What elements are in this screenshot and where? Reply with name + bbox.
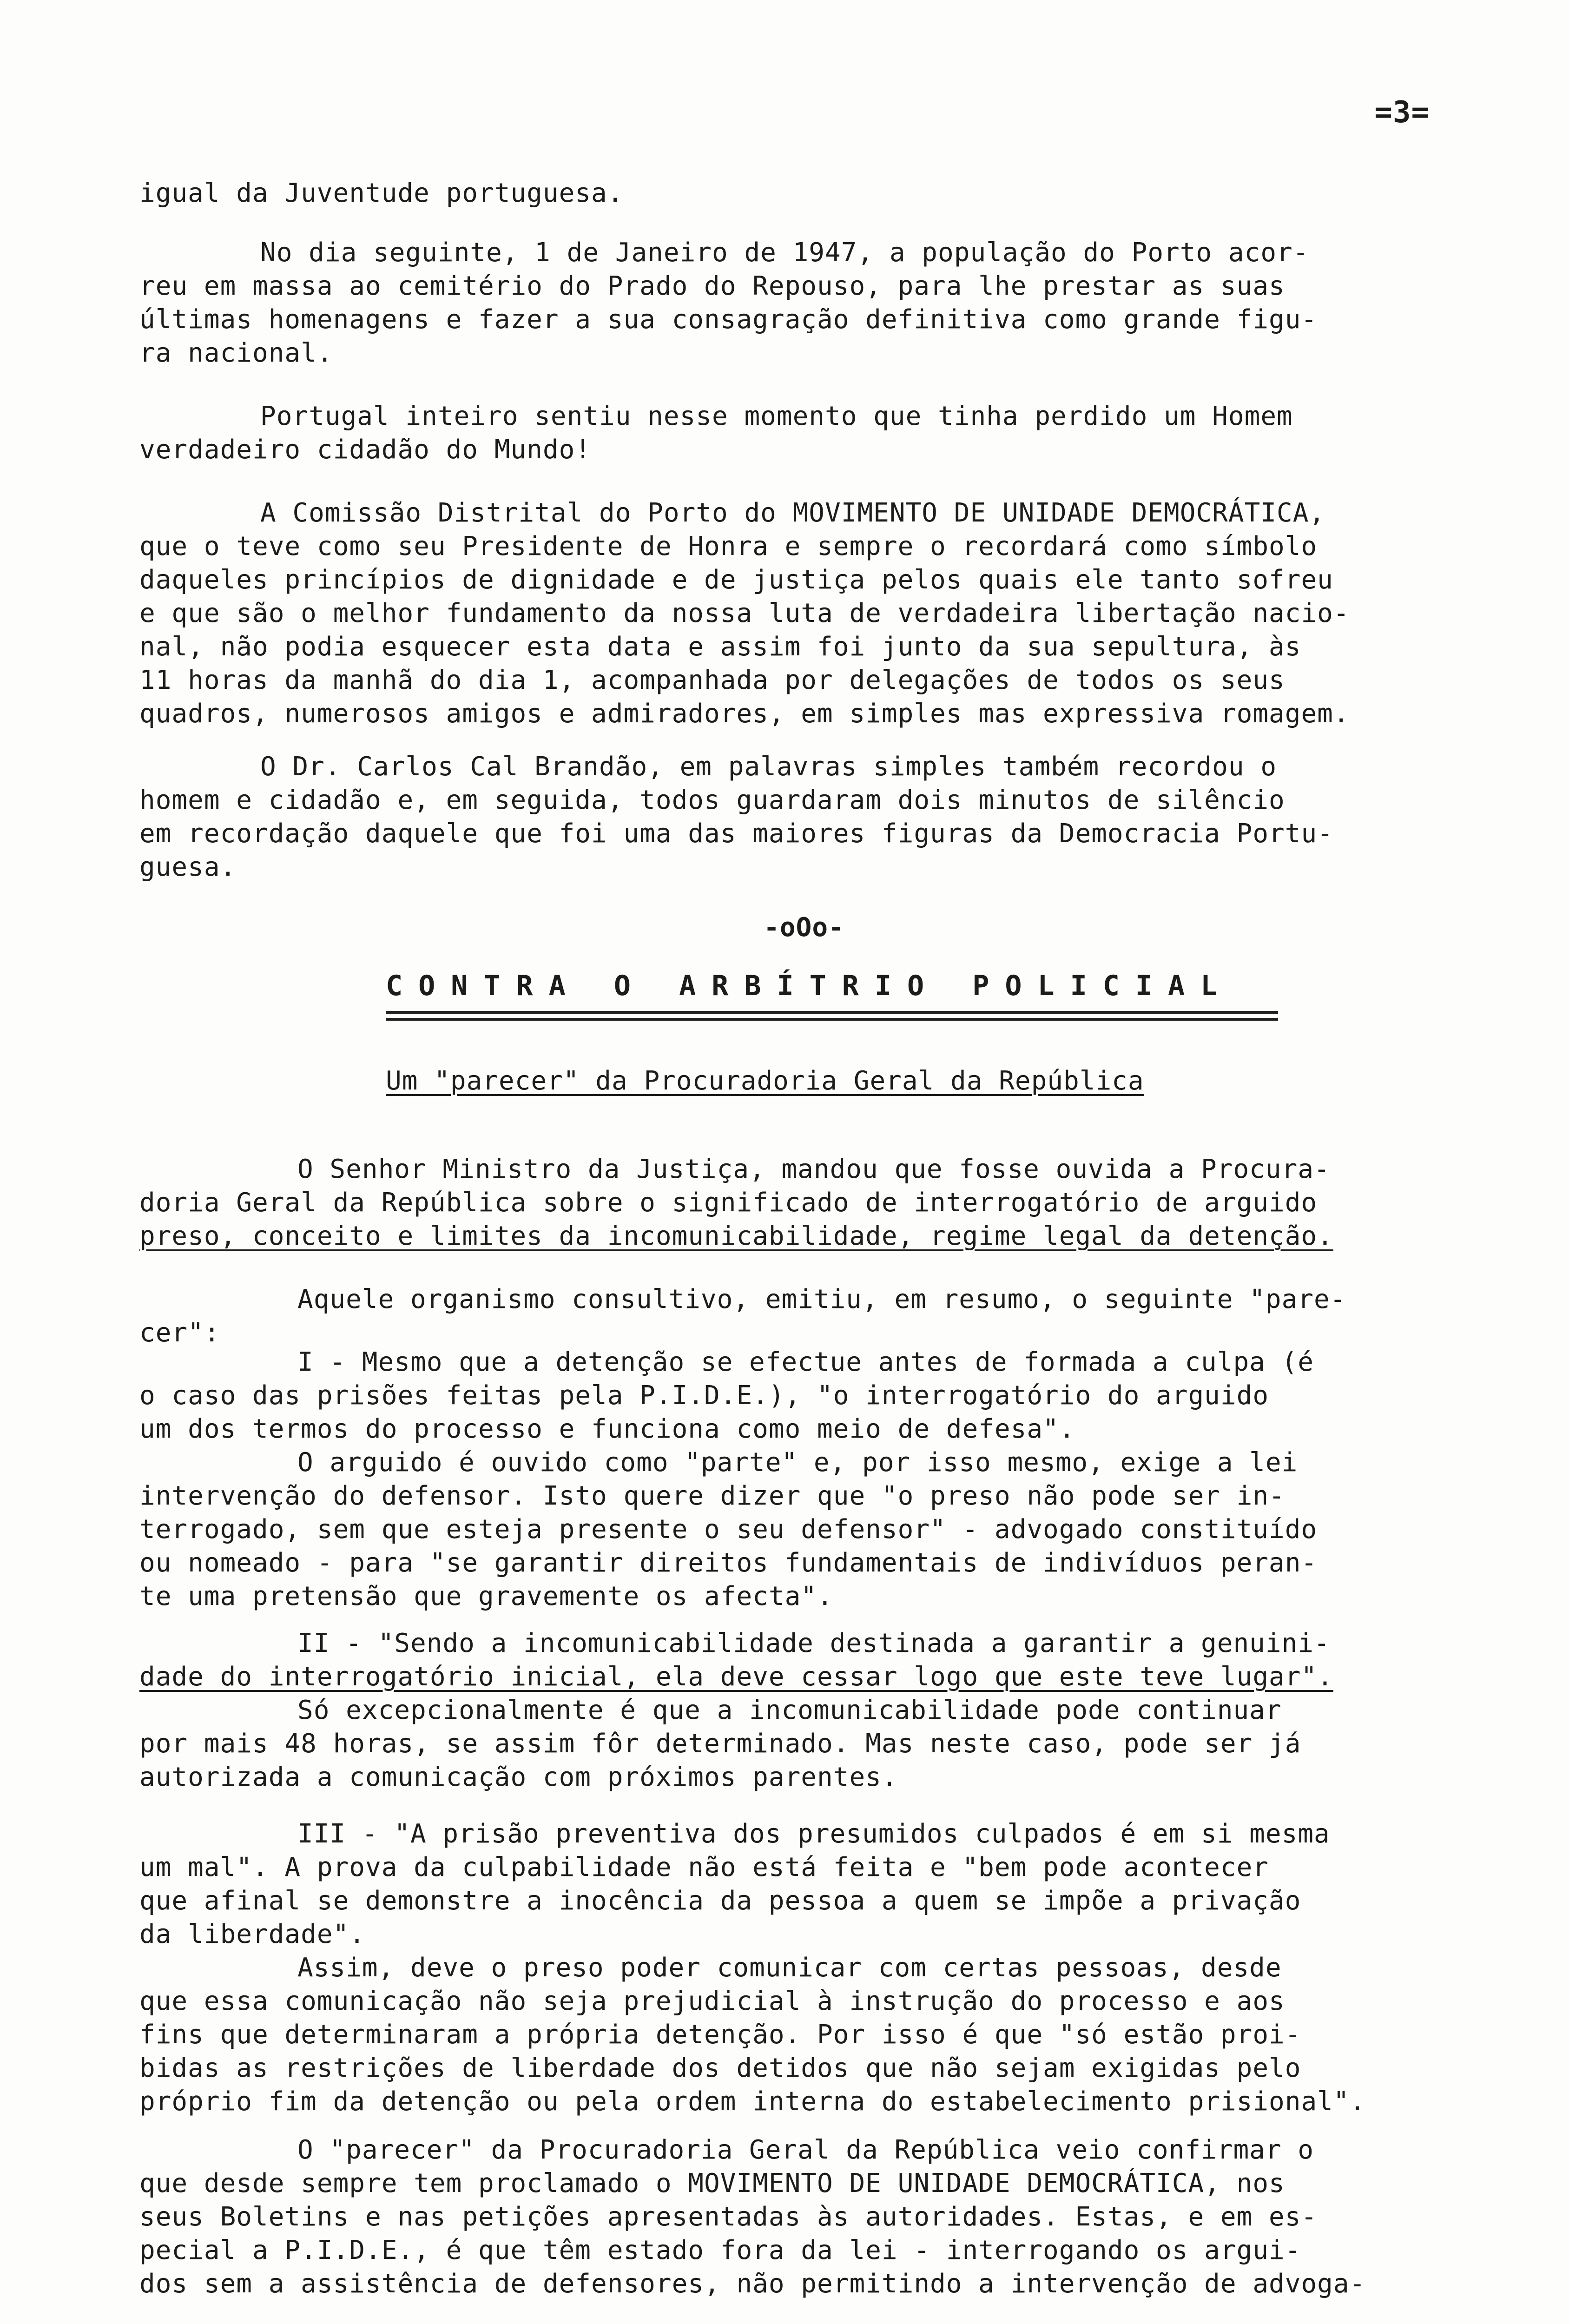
- text-line: intervenção do defensor. Isto quere dizer que "o preso não pode ser in-: [139, 1481, 1285, 1511]
- text-line: últimas homenagens e fazer a sua consagração definitiva como grande figu-: [139, 304, 1318, 335]
- text-line: da liberdade".: [139, 1919, 366, 1949]
- text-line: II - "Sendo a incomunicabilidade destinada a garantir a genuini-: [297, 1628, 1330, 1658]
- separator-text: -oOo-: [764, 912, 844, 943]
- text-line: Assim, deve o preso poder comunicar com certas pessoas, desde: [297, 1953, 1282, 1983]
- text-line: dos sem a assistência de defensores, não permitindo a intervenção de advoga-: [139, 2269, 1366, 2299]
- item-two: [139, 1627, 1469, 1794]
- separator: [139, 911, 1469, 944]
- text-line: No dia seguinte, 1 de Janeiro de 1947, a população do Porto acor-: [260, 238, 1309, 268]
- text-line: reu em massa ao cemitério do Prado do Repouso, para lhe prestar as suas: [139, 271, 1285, 301]
- text-line: preso, conceito e limites da incomunicabilidade, regime legal da detenção.: [139, 1221, 1333, 1251]
- text-line: próprio fim da detenção ou pela ordem interna do estabelecimento prisional".: [139, 2086, 1366, 2117]
- text-line: 11 horas da manhã do dia 1, acompanhada por delegações de todos os seus: [139, 665, 1285, 695]
- text-line: A Comissão Distrital do Porto do MOVIMENTO DE UNIDADE DEMOCRÁTICA,: [260, 498, 1325, 528]
- text-line: Só excepcionalmente é que a incomunicabilidade pode continuar: [297, 1695, 1282, 1725]
- text-line: seus Boletins e nas petições apresentadas às autoridades. Estas, e em es-: [139, 2202, 1318, 2232]
- text-line: quadros, numerosos amigos e admiradores, em simples mas expressiva romagem.: [139, 699, 1350, 729]
- text-line: pecial a P.I.D.E., é que têm estado fora da lei - interrogando os argui-: [139, 2235, 1301, 2265]
- text-line: homem e cidadão e, em seguida, todos guardaram dois minutos de silêncio: [139, 785, 1285, 815]
- text-line: fins que determinaram a própria detenção. Por isso é que "só estão proi-: [139, 2020, 1301, 2050]
- text-line: dade do interrogatório inicial, ela deve cessar logo que este teve lugar".: [139, 1662, 1333, 1692]
- text-line: O arguido é ouvido como "parte" e, por isso mesmo, exige a lei: [297, 1447, 1298, 1478]
- paragraph-commission: [139, 496, 1469, 731]
- text-line: III - "A prisão preventiva dos presumidos culpados é em si mesma: [297, 1819, 1330, 1849]
- text-line: um dos termos do processo e funciona como meio de defesa".: [139, 1414, 1075, 1444]
- text-line: O Senhor Ministro da Justiça, mandou que fosse ouvida a Procura-: [297, 1154, 1330, 1184]
- item-one: [139, 1346, 1469, 1613]
- page-number: =3=: [1374, 95, 1430, 130]
- subtitle: [386, 1064, 1315, 1098]
- paragraph-conclusion: [139, 2133, 1469, 2301]
- text-line: verdadeiro cidadão do Mundo!: [139, 435, 592, 465]
- paragraph-brandao: [139, 750, 1469, 884]
- text-line: daqueles princípios de dignidade e de justiça pelos quais ele tanto sofreu: [139, 565, 1333, 595]
- text-line: ou nomeado - para "se garantir direitos fundamentais de indivíduos peran-: [139, 1548, 1318, 1578]
- text-line: cer":: [139, 1318, 220, 1348]
- text-line: nal, não podia esquecer esta data e assim foi junto da sua sepultura, às: [139, 632, 1301, 662]
- text-line: O "parecer" da Procuradoria Geral da República veio confirmar o: [297, 2135, 1314, 2165]
- text-line: doria Geral da República sobre o significado de interrogatório de arguido: [139, 1188, 1318, 1218]
- subtitle-text: Um "parecer" da Procuradoria Geral da República: [386, 1066, 1144, 1096]
- text-line: igual da Juventude portuguesa.: [139, 178, 624, 208]
- text-line: por mais 48 horas, se assim fôr determinado. Mas neste caso, pode ser já: [139, 1729, 1301, 1759]
- text-line: I - Mesmo que a detenção se efectue antes de formada a culpa (é: [297, 1347, 1314, 1377]
- text-line: que afinal se demonstre a inocência da pessoa a quem se impõe a privação: [139, 1886, 1301, 1916]
- item-three: [139, 1817, 1469, 2119]
- title-double-rule-top: [386, 1011, 1278, 1014]
- text-line: bidas as restrições de liberdade dos detidos que não sejam exigidas pelo: [139, 2053, 1301, 2083]
- title-double-rule-bottom: [386, 1018, 1278, 1021]
- text-line: que o teve como seu Presidente de Honra e sempre o recordará como símbolo: [139, 531, 1318, 561]
- text-line: em recordação daquele que foi uma das maiores figuras da Democracia Portu-: [139, 819, 1333, 849]
- text-line: Portugal inteiro sentiu nesse momento que tinha perdido um Homem: [260, 401, 1293, 431]
- text-line: que essa comunicação não seja prejudicial à instrução do processo e aos: [139, 1986, 1285, 2016]
- text-line: ra nacional.: [139, 338, 333, 368]
- text-line: O Dr. Carlos Cal Brandão, em palavras simples também recordou o: [260, 752, 1277, 782]
- paragraph-consultive: [139, 1283, 1469, 1350]
- section-title-text: CONTRA O ARBÍTRIO POLICIAL: [386, 970, 1233, 1002]
- intro-paragraph: [139, 177, 1469, 210]
- text-line: o caso das prisões feitas pela P.I.D.E.), "o interrogatório do arguido: [139, 1380, 1269, 1411]
- text-line: e que são o melhor fundamento da nossa luta de verdadeira libertação nacio-: [139, 598, 1350, 628]
- text-line: guesa.: [139, 852, 237, 882]
- text-line: um mal". A prova da culpabilidade não está feita e "bem pode acontecer: [139, 1852, 1269, 1882]
- text-line: te uma pretensão que gravemente os afecta".: [139, 1581, 833, 1611]
- text-line: autorizada a comunicação com próximos parentes.: [139, 1762, 898, 1792]
- text-line: que desde sempre tem proclamado o MOVIMENTO DE UNIDADE DEMOCRÁTICA, nos: [139, 2168, 1285, 2199]
- paragraph-population: [139, 236, 1469, 370]
- section-title: [386, 969, 1315, 1003]
- paragraph-minister: [139, 1153, 1469, 1253]
- text-line: Aquele organismo consultivo, emitiu, em resumo, o seguinte "pare-: [297, 1284, 1346, 1314]
- text-line: terrogado, sem que esteja presente o seu defensor" - advogado constituído: [139, 1514, 1318, 1545]
- paragraph-portugal: [139, 400, 1469, 467]
